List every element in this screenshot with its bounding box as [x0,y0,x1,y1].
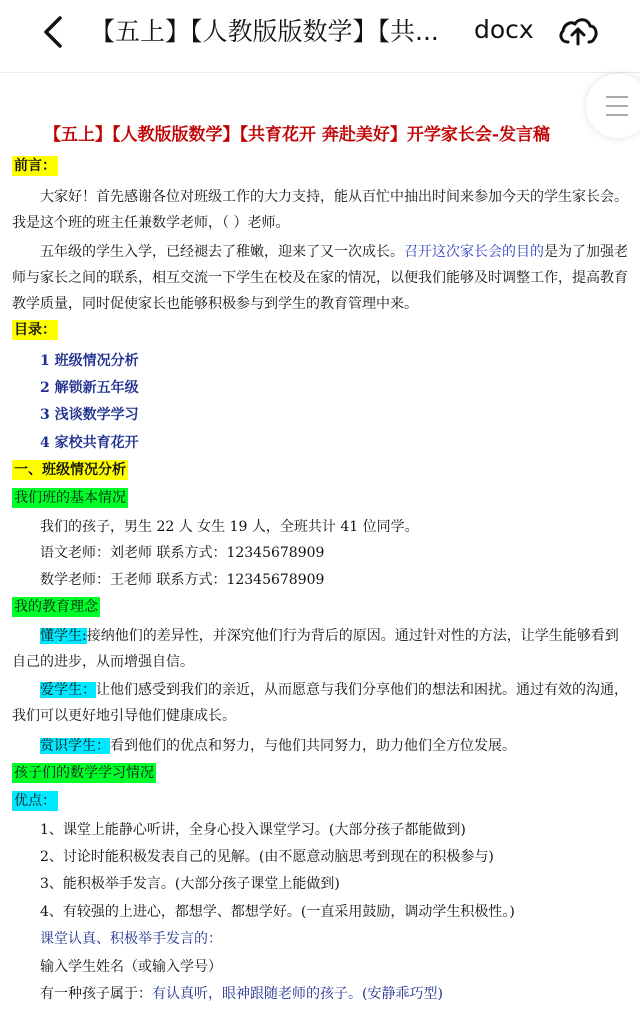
back-button[interactable] [36,14,72,50]
philosophy-3-line [40,736,516,756]
basic-info-label: 我们班的基本情况 [14,490,126,506]
advantage-item-4: 4、有较强的上进心，都想学、都想学好。(一直采用鼓励，调动学生积极性。) [40,904,515,920]
class-size-text: 我们的孩子，男生 22 人 女生 19 人，全班共计 41 位同学。 [40,519,419,535]
philosophy-2-line-b: 我们可以更好地引导他们健康成长。 [12,708,236,724]
preface-paragraph-2b: 师与家长之间的联系，相互交流一下学生在校及在家的情况，以便我们能够及时调整工作，提高教育 [12,270,628,286]
student-type-line [40,984,443,1004]
section-1-heading: 一、班级情况分析 [14,462,126,478]
cloud-upload-button[interactable] [556,10,600,54]
chinese-teacher-text: 语文老师：刘老师 联系方式：12345678909 [40,545,325,561]
student-name-placeholder: 输入学生姓名（或输入学号） [40,959,222,975]
toc-item-1[interactable]: 1 班级情况分析 [40,353,139,369]
math-teacher-text: 数学老师：王老师 联系方式：12345678909 [40,572,325,588]
philosophy-label: 我的教育理念 [14,599,98,615]
toc-label: 目录： [14,322,56,338]
preface-text: 五年级的学生入学，已经褪去了稚嫩，迎来了又一次成长。 [40,244,404,260]
advantages-label: 优点： [14,793,56,809]
philosophy-1-key: 懂学生: [40,628,87,644]
philosophy-2-text: 让他们感受到我们的亲近，从而愿意与我们分享他们的想法和困扰。通过有效的沟通， [96,682,628,698]
student-type-desc: 有认真听，眼神跟随老师的孩子。(安静乖巧型) [152,986,443,1002]
document-title: 【五上】【人教版版数学】【共... [90,17,439,46]
preface-paragraph-1b: 我是这个班的班主任兼数学老师，（ ）老师。 [12,215,290,231]
toc-item-4[interactable]: 4 家校共育花开 [40,435,139,451]
advantage-item-1: 1、课堂上能静心听讲，全身心投入课堂学习。(大部分孩子都能做到) [40,822,466,838]
philosophy-2-line-a [40,680,628,700]
advantage-item-3: 3、能积极举手发言。(大部分孩子课堂上能做到) [40,876,340,892]
active-students-label: 课堂认真、积极举手发言的： [40,931,222,947]
philosophy-1-line-a [40,626,619,646]
student-type-prefix: 有一种孩子属于： [40,986,152,1002]
meeting-purpose-link: 召开这次家长会的目的 [404,244,544,260]
toc-item-3[interactable]: 3 浅谈数学学习 [40,407,139,423]
top-toolbar [0,0,640,73]
preface-paragraph-2c: 教学质量，同时促使家长也能够积极参与到学生的教育管理中来。 [12,296,418,312]
advantage-item-2: 2、讨论时能积极发表自己的见解。(由不愿意动脑思考到现在的积极参与) [40,849,494,865]
preface-label: 前言： [14,158,56,174]
philosophy-2-key: 爱学生： [40,682,96,698]
philosophy-1-text: 接纳他们的差异性，并深究他们行为背后的原因。通过针对性的方法，让学生能够看到 [86,628,619,644]
math-status-label: 孩子们的数学学习情况 [14,765,154,781]
cloud-upload-icon [556,10,600,54]
philosophy-3-text: 看到他们的优点和努力，与他们共同努力，助力他们全方位发展。 [110,738,516,754]
chevron-left-icon [36,14,72,50]
philosophy-3-key: 赏识学生： [40,738,110,754]
doc-heading: 【五上】【人教版版数学】【共育花开 奔赴美好】开学家长会-发言稿 [44,125,550,145]
preface-paragraph-2a [40,242,628,262]
preface-text: 是为了加强老 [544,244,628,260]
toc-item-2[interactable]: 2 解锁新五年级 [40,380,139,396]
philosophy-1-line-b: 自己的进步，从而增强自信。 [12,654,194,670]
preface-paragraph-1a: 大家好！首先感谢各位对班级工作的大力支持，能从百忙中抽出时间来参加今天的学生家长会。 [40,189,628,205]
file-extension: docx [474,15,534,44]
